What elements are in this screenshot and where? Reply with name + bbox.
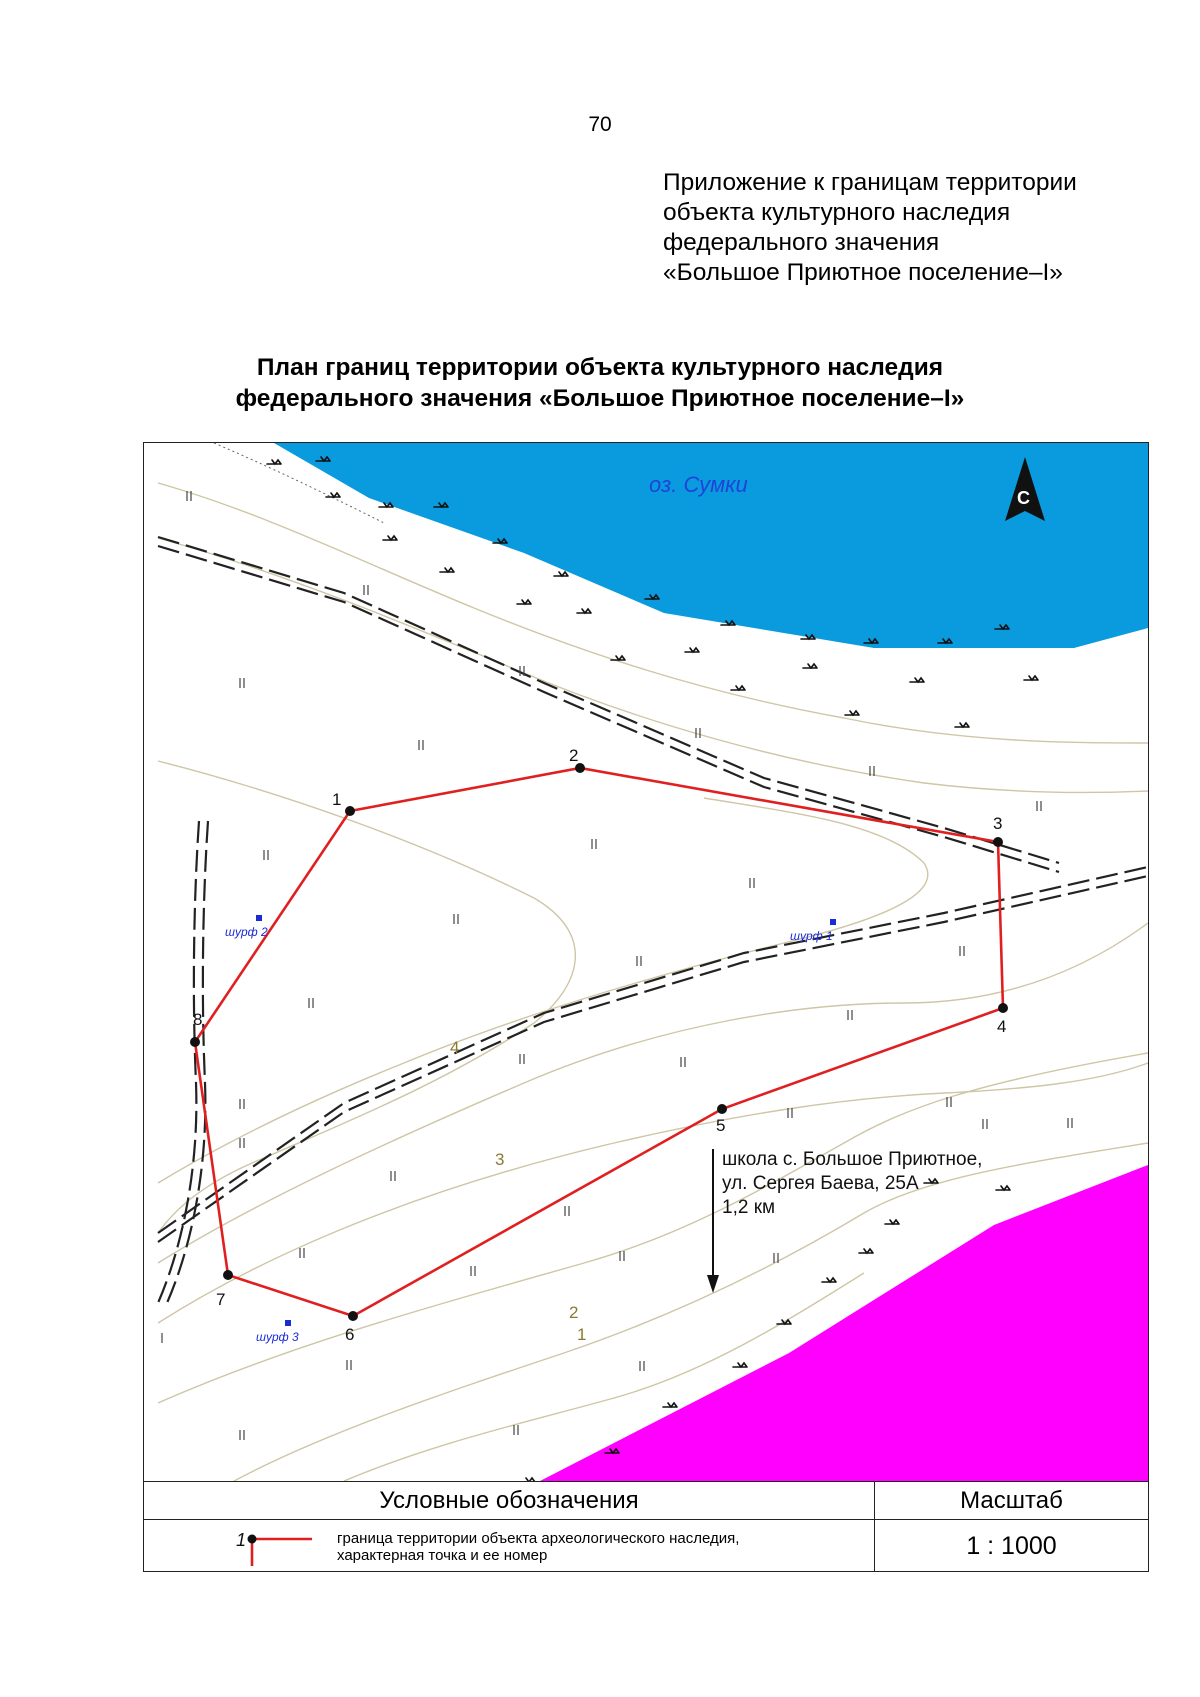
boundary-point [717,1104,727,1114]
scale-header: Масштаб [875,1482,1148,1520]
contour-label: 1 [577,1325,587,1344]
plan-title-line: федерального значения «Большое Приютное поселение–I» [235,385,965,412]
legend-description [337,1530,739,1564]
point-label-1: 1 [332,790,342,809]
plan-title-line: План границ территории объекта культурного наследия [256,354,944,381]
point-label-5: 5 [716,1116,726,1135]
legend-table [144,1481,1148,1571]
magenta-zone [540,1165,1148,1481]
legend-description-line: характерная точка и ее номер [337,1547,548,1564]
plan-title [0,352,1200,414]
boundary-point [190,1037,200,1047]
point-label-4: 4 [997,1017,1007,1036]
direction-note-line: школа с. Большое Приютное, [722,1149,983,1170]
contour-label: 3 [495,1150,505,1169]
point-label-7: 7 [216,1290,226,1309]
appendix-line: объекта культурного наследия [663,199,1011,226]
contour-label: 4 [450,1038,460,1057]
appendix-line: «Большое Приютное поселение–I» [663,259,1063,286]
page-number: 70 [588,113,612,136]
direction-arrow [707,1149,719,1293]
pit-label: шурф 3 [256,1330,299,1344]
legend-point-label: 1 [236,1530,247,1550]
legend-header: Условные обозначения [144,1482,875,1520]
pit-marker [830,919,836,925]
appendix-line: федерального значения [663,229,940,256]
boundary-point [993,837,1003,847]
territory-boundary [195,768,1003,1316]
north-label: С [1017,488,1030,508]
point-label-6: 6 [345,1325,355,1344]
appendix-line: Приложение к границам территории [663,169,1077,196]
legend-description-line: граница территории объекта археологического наследия, [337,1530,740,1547]
pit-marker [256,915,262,921]
appendix-caption [663,168,1183,288]
pit-label: шурф 1 [790,929,833,943]
lake-label: оз. Сумки [649,472,748,497]
scale-value: 1 : 1000 [966,1532,1057,1560]
direction-note-line: 1,2 км [722,1197,776,1218]
boundary-point [348,1311,358,1321]
point-label-3: 3 [993,814,1003,833]
boundary-points [190,763,1008,1321]
point-label-8: 8 [193,1010,203,1029]
boundary-legend-icon [236,1528,316,1568]
contour-label: 2 [569,1303,579,1322]
map-frame [143,442,1149,1572]
boundary-point [345,806,355,816]
pit-label: шурф 2 [225,925,268,939]
legend-entry [144,1520,875,1572]
point-label-2: 2 [569,746,579,765]
boundary-point [223,1270,233,1280]
pit-marker [285,1320,291,1326]
direction-note-line: ул. Сергея Баева, 25А [722,1173,919,1194]
map-canvas [144,443,1148,1481]
boundary-point [998,1003,1008,1013]
pits [225,915,836,1344]
